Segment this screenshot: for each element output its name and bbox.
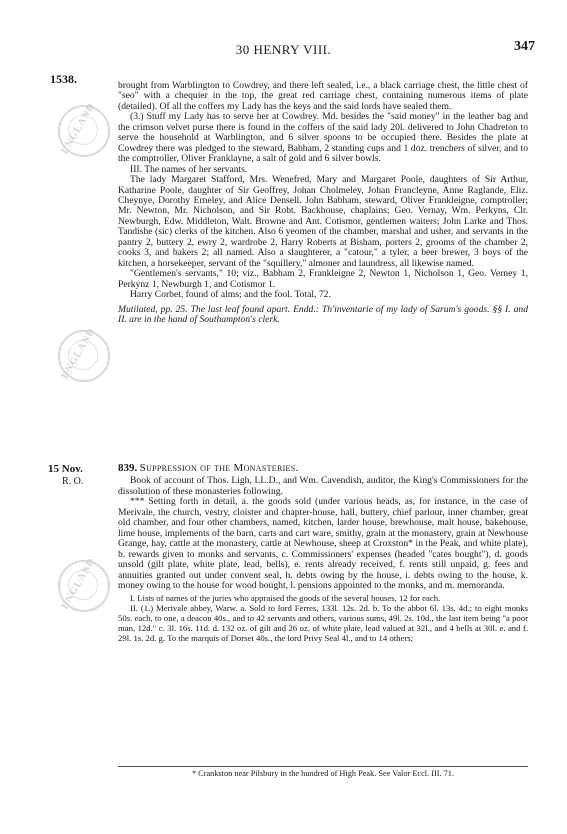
paragraph: "Gentlemen's servants," 10; viz., Babham 2, Frankleigne 2, Newton 1, Nicholson 1, Geo. Verney 1, Perkynz 1, Newburgh 1, and Cotismor 1. bbox=[118, 268, 528, 290]
paragraph: brought from Warblington to Cowdrey, and there left sealed, i.e., a black carriage chest, the little chest of "seo" with a chequier in the top, the great red carriage chest, containing numerous items of plate (detailed). Of all the coffers my Lady has the keys and the said lords have sealed them. bbox=[118, 80, 528, 112]
running-header: 30 HENRY VIII. bbox=[235, 42, 332, 57]
footnote: * Crankston near Pilsbury in the hundred of High Peak. See Valor Eccl. III. 71. bbox=[191, 769, 455, 778]
paragraph: Book of account of Thos. Ligh, LL.D., and Wm. Cavendish, auditor, the King's Commissioners for the dissolution of these monasteries following. bbox=[118, 475, 528, 497]
paragraph: The lady Margaret Stafford, Mrs. Wenefred, Mary and Margaret Poole, daughters of Sir Arthur, Katharine Poole, daughter of Sir Geoffrey, Johan Cholmeley, Johan Francleyne, Anne Raglande, Eliz. Cheynye, Dorothy Erneley, and Alice Densell. John Babham, steward, Oliver Frankleigne, comptroller; Mr. Newton, Mr. Nicholson, and Sir Robt. Backhouse, chaplains; Geo. Vernay, Wm. Perkyns, Clr. Newburgh, Edw. Middleton, Walt. Browne and Ant. Cotismor, gentlemen waiters; John Larke and Thos. Tandishe (sic) clerks of the kitchen. Also 6 yeomen of the chamber, marshal and usher, and servants in the pantry 2, buttery 2, ewry 2, wardrobe 2, Harry Roberts at Bisham, porters 2, grooms of the chamber 2, cooks 3, and bakers 2; all named. Also a slaughterer, a "catour," a tyler, a beer brewer, 3 boys of the kitchen, a horsekeeper, servant of the "squillery," almoner and laundress, all likewise named. bbox=[118, 174, 528, 269]
entry-839-body bbox=[118, 463, 528, 644]
section-heading: III. The names of her servants. bbox=[130, 163, 248, 175]
entry-title: Suppression of the Monasteries. bbox=[139, 462, 299, 474]
page-number: 347 bbox=[514, 39, 535, 54]
entry-date: 15 Nov. bbox=[48, 463, 83, 475]
paragraph-small: I. Lists of names of the juries who appraised the goods of the several houses, 12 for each. bbox=[130, 593, 441, 604]
entry-number: 839. bbox=[118, 462, 138, 474]
margin-year: 1538. bbox=[50, 72, 77, 86]
paragraph: Harry Corbet, found of alms; and the fool. Total, 72. bbox=[130, 289, 331, 301]
paragraph-small: II. (1.) Merivale abbey, Warw. a. Sold to lord Ferres, 133l. 12s. 2d. b. To the abbot 6l. 13s. 4d.; to eight monks 50s. each, to one, a deacon 40s., and to 42 servants and others, various sums, 49l. 2s. 10d., the last item being "a poor man, 12d." c. 3l. 16s. 11d. d. 132 oz. of gilt and 26 oz. of white plate, lead valued at 32l., and 4 bells at 30l. e. and f. 29l. 1s. 2d. g. To the marquis of Dorset 40s., the lord Privy Seal 4l., and to 14 others; bbox=[118, 603, 528, 644]
entry-heading bbox=[118, 463, 528, 474]
record-office-ref: R. O. bbox=[62, 476, 84, 487]
paragraph: *** Setting forth in detail, a. the goods sold (under various heads, as, for instance, in the case of Merivale, the church, vestry, cloister and chapter-house, hall, buttery, chief parlour, inner chamber, great old chamber, and four other chambers, named, kitchen, larder house, brewhouse, malt house, bakehouse, lime house, implements of the barn, carts and cart ware, smithy, grain at the monastery, grain at Newhouse Grange, hay, cattle at the monastery, cattle at Newhouse, sheep at Croxston* in the Peak, and white plate), b. rewards given to monks and servants, c. Commissioners' expenses (headed "cates bought"), d. goods unsold (gilt plate, white plate, lead, bells), e. rents already received, f. rents still unpaid, g. fees and annuities granted out under convent seal, h. debts owing by the house, i. debts owing to the house, k. money owing to the house for wood bought, l. pensions appointed to the monks, and m. memoranda. bbox=[118, 496, 528, 591]
footnote-rule bbox=[118, 766, 528, 767]
entry-838-body bbox=[118, 81, 528, 325]
endorsement-note: Mutilated, pp. 25. The last leaf found apart. Endd.: Th'inventarie of my lady of Sarum's goods. §§ I. and II. are in the hand of Southampton's clerk. bbox=[118, 303, 528, 325]
paragraph: (3.) Stuff my Lady has to serve her at Cowdrey. Md. besides the "said money" in the leather bag and the crimson velvet purse there is found in the coffers of the said lady 20l. delivered to John Chadreton to serve the household at Warblington, and 6 silver spoons to be occupied there. Besides the plate at Cowdrey there was pledged to the steward, Babham, 2 standing cups and 1 doz. trenchers of silver, and to the comptroller, Oliver Franklayne, a salt of gold and 6 silver bowls. bbox=[118, 111, 528, 165]
